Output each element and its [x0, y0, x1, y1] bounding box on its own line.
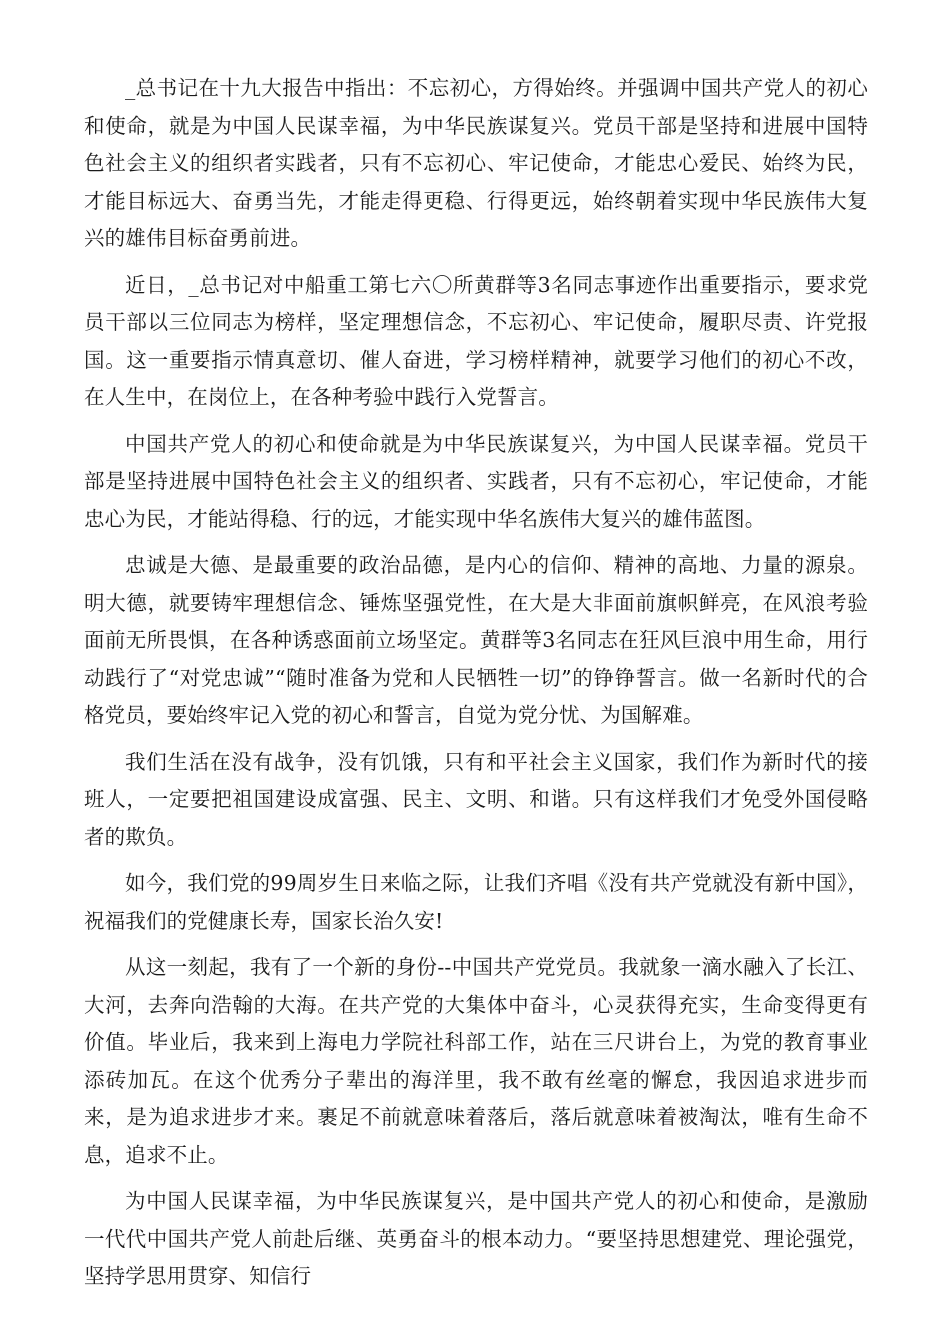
paragraph-4: 忠诚是大德、是最重要的政治品德，是内心的信仰、精神的高地、力量的源泉。明大德，就要铸牢理想信念、锤炼坚强党性，在大是大非面前旗帜鲜亮，在风浪考验面前无所畏惧，在各种诱惑面前立场坚定。黄群等3名同志在狂风巨浪中用生命，用行动践行了“对党忠诚”“随时准备为党和人民牺牲一切”的铮铮誓言。做一名新时代的合格党员，要始终牢记入党的初心和誓言，自觉为党分忧、为国解难。 — [84, 553, 868, 727]
paragraph-5: 我们生活在没有战争，没有饥饿，只有和平社会主义国家，我们作为新时代的接班人，一定要把祖国建设成富强、民主、文明、和谐。只有这样我们才免受外国侵略者的欺负。 — [84, 749, 868, 849]
paragraph-2: 近日，_总书记对中船重工第七六〇所黄群等3名同志事迹作出重要指示，要求党员干部以三位同志为榜样，坚定理想信念，不忘初心、牢记使命，履职尽责、许党报国。这一重要指示情真意切、催人奋进，学习榜样精神，就要学习他们的初心不改，在人生中，在岗位上，在各种考验中践行入党誓言。 — [84, 272, 868, 409]
paragraph-1: _总书记在十九大报告中指出：不忘初心，方得始终。并强调中国共产党人的初心和使命，就是为中国人民谋幸福，为中华民族谋复兴。党员干部是坚持和进展中国特色社会主义的组织者实践者，只有不忘初心、牢记使命，才能忠心爱民、始终为民，才能目标远大、奋勇当先，才能走得更稳、行得更远，始终朝着实现中华民族伟大复兴的雄伟目标奋勇前进。 — [84, 76, 868, 250]
paragraph-7: 从这一刻起，我有了一个新的身份--中国共产党党员。我就象一滴水融入了长江、大河，去奔向浩翰的大海。在共产党的大集体中奋斗，心灵获得充实，生命变得更有价值。毕业后，我来到上海电力学院社科部工作，站在三尺讲台上，为党的教育事业添砖加瓦。在这个优秀分子辈出的海洋里，我不敢有丝毫的懈怠，我因追求进步而来，是为追求进步才来。裹足不前就意味着落后，落后就意味着被淘汰，唯有生命不息，追求不止。 — [84, 955, 868, 1167]
document-body — [84, 70, 868, 1305]
paragraph-6: 如今，我们党的99周岁生日来临之际，让我们齐唱《没有共产党就没有新中国》，祝福我们的党健康长寿，国家长治久安! — [84, 871, 868, 933]
paragraph-8: 为中国人民谋幸福，为中华民族谋复兴，是中国共产党人的初心和使命，是激励一代代中国共产党人前赴后继、英勇奋斗的根本动力。“要坚持思想建党、理论强党，坚持学思用贯穿、知信行 — [84, 1189, 868, 1288]
paragraph-3: 中国共产党人的初心和使命就是为中华民族谋复兴，为中国人民谋幸福。党员干部是坚持进展中国特色社会主义的组织者、实践者，只有不忘初心，牢记使命，才能忠心为民，才能站得稳、行的远，才能实现中华名族伟大复兴的雄伟蓝图。 — [84, 431, 868, 531]
